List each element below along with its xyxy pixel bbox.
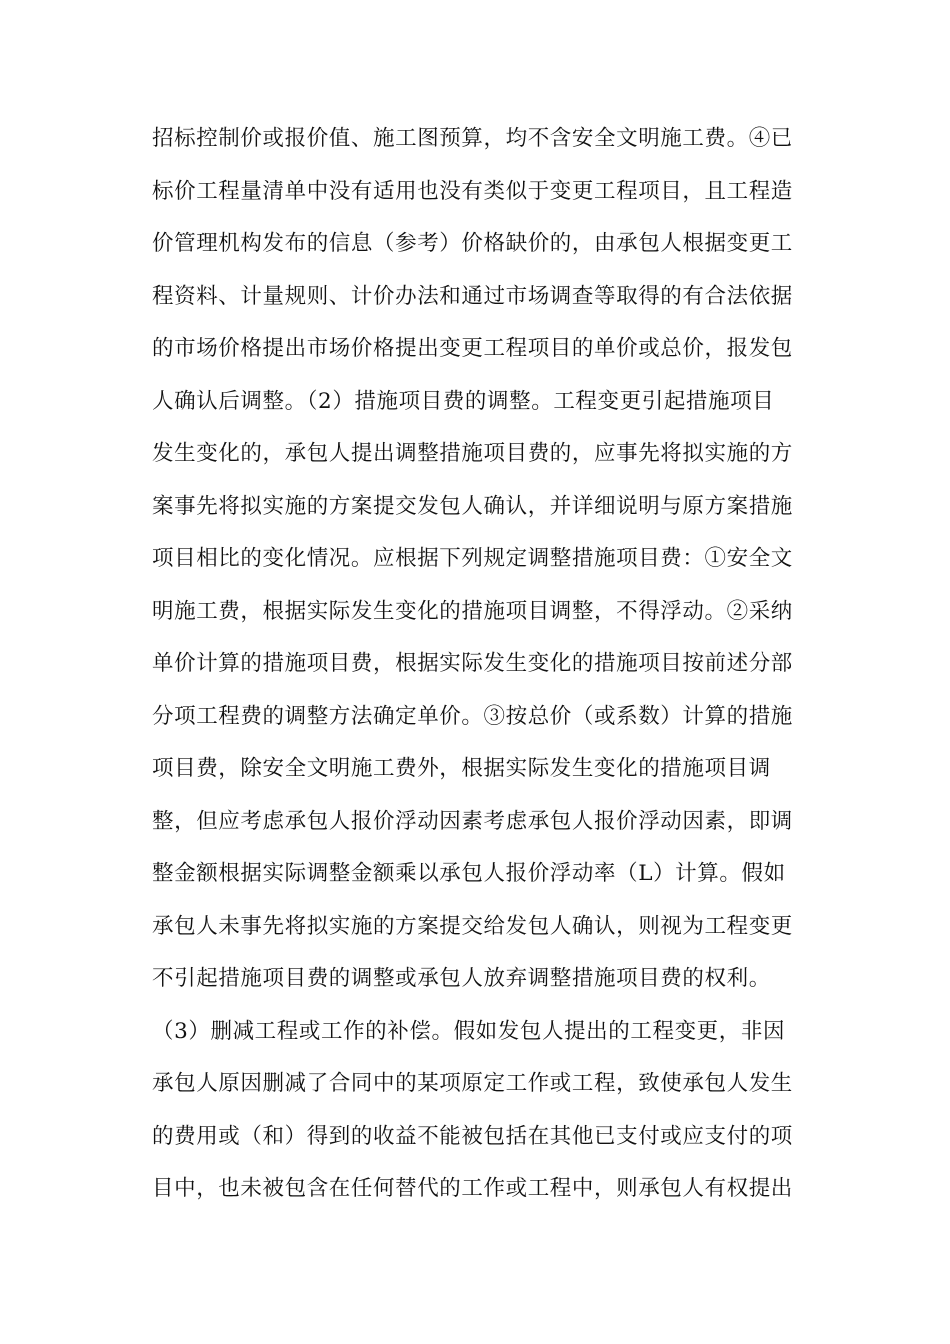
text-line: 价管理机构发布的信息（参考）价格缺价的，由承包人根据变更工 — [152, 231, 793, 256]
text-line: 案事先将拟实施的方案提交发包人确认，并详细说明与原方案措施 — [152, 493, 793, 519]
text-line: 承包人未事先将拟实施的方案提交给发包人确认，则视为工程变更 — [152, 913, 793, 939]
text-line: 项目费，除安全文明施工费外，根据实际发生变化的措施项目调 — [152, 756, 771, 781]
text-line: 的费用或（和）得到的收益不能被包括在其他已支付或应支付的项 — [152, 1123, 793, 1149]
text-line: 单价计算的措施项目费，根据实际发生变化的措施项目按前述分部 — [152, 651, 793, 676]
text-line: 明施工费，根据实际发生变化的措施项目调整，不得浮动。②采纳 — [152, 598, 793, 624]
text-line: 整金额根据实际调整金额乘以承包人报价浮动率（L）计算。假如 — [152, 861, 786, 886]
text-line: 标价工程量清单中没有适用也没有类似于变更工程项目，且工程造 — [152, 178, 793, 204]
text-line: 程资料、计量规则、计价办法和通过市场调查等取得的有合法依据 — [152, 283, 793, 309]
text-line: 承包人原因删减了合同中的某项原定工作或工程，致使承包人发生 — [152, 1071, 793, 1096]
text-line: （3）删减工程或工作的补偿。假如发包人提出的工程变更，非因 — [152, 1018, 786, 1044]
text-line: 项目相比的变化情况。应根据下列规定调整措施项目费：①安全文 — [152, 546, 793, 571]
text-line: 不引起措施项目费的调整或承包人放弃调整措施项目费的权利。 — [152, 966, 771, 991]
text-line: 发生变化的，承包人提出调整措施项目费的，应事先将拟实施的方 — [152, 441, 793, 466]
text-line: 招标控制价或报价值、施工图预算，均不含安全文明施工费。④已 — [152, 126, 793, 151]
text-line: 的市场价格提出市场价格提出变更工程项目的单价或总价，报发包 — [152, 336, 793, 361]
body-text — [152, 119, 812, 1222]
text-line: 人确认后调整。（2）措施项目费的调整。工程变更引起措施项目 — [152, 388, 775, 414]
text-line: 目中，也未被包含在任何替代的工作或工程中，则承包人有权提出 — [152, 1176, 793, 1201]
text-line: 整，但应考虑承包人报价浮动因素考虑承包人报价浮动因素，即调 — [152, 808, 793, 834]
text-line: 分项工程费的调整方法确定单价。③按总价（或系数）计算的措施 — [152, 703, 793, 729]
